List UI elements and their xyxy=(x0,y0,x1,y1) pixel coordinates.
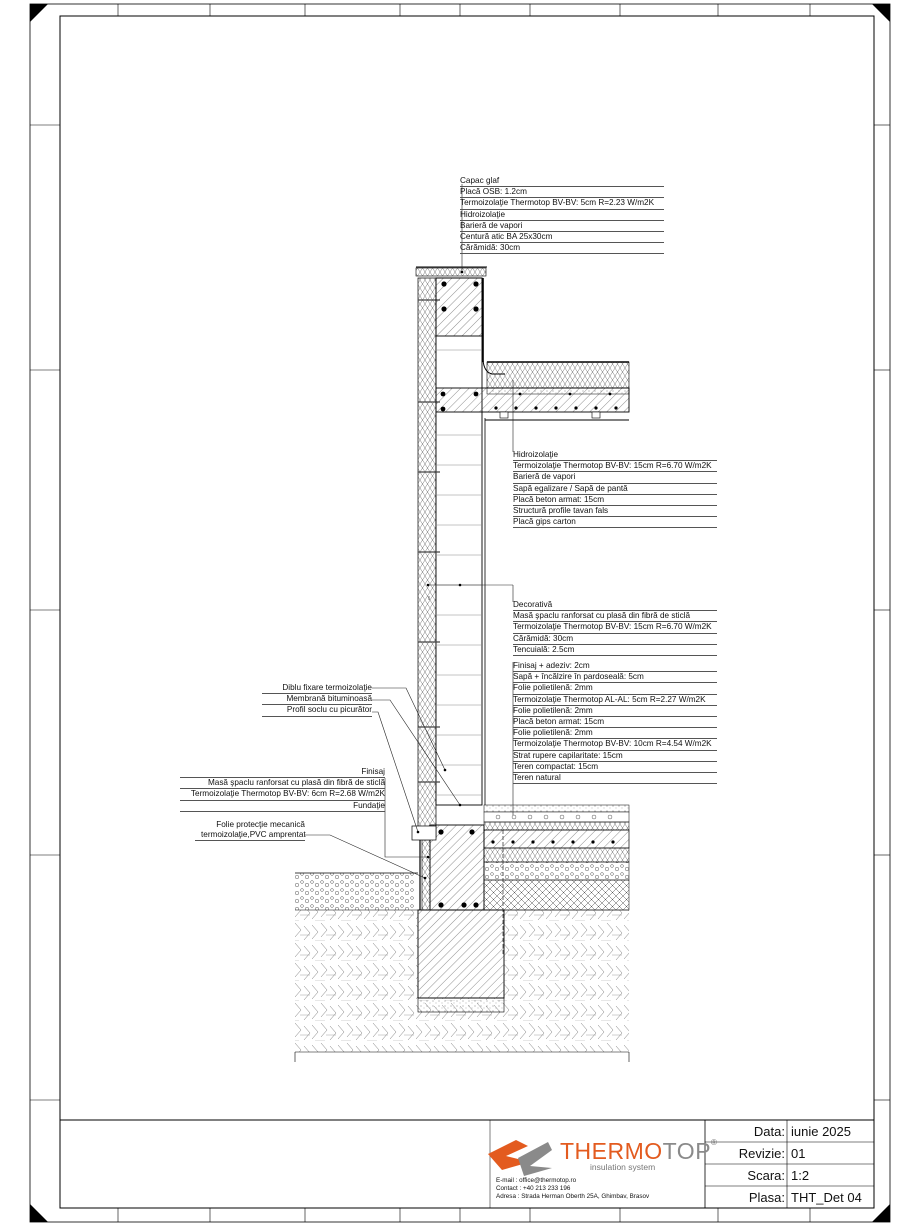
label-parapet-7: Cărămidă: 30cm xyxy=(460,243,664,254)
label-group-socle xyxy=(262,683,372,717)
label-group-plinth xyxy=(180,767,385,812)
contact-email: E-mail : office@thermotop.ro xyxy=(496,1177,577,1184)
capillary-break xyxy=(484,862,629,880)
under-slab-insulation xyxy=(484,848,629,862)
contact-address: Adresa : Strada Herman Oberth 25A, Ghimbav, Brasov xyxy=(496,1193,650,1200)
label-group-floor xyxy=(513,661,717,784)
label-wall-2: Masă şpaclu ranforsat cu plasă din fibră de sticlă xyxy=(513,611,717,622)
socle-profile xyxy=(412,826,436,840)
floor-finish xyxy=(484,805,629,812)
foundation-wall xyxy=(430,825,484,910)
label-wall-4: Cărămidă: 30cm xyxy=(513,634,717,645)
label-floor-10: Teren compactat: 15cm xyxy=(513,762,717,773)
label-plinth-2: Masă şpaclu ranforsat cu plasă din fibră de sticlă xyxy=(180,778,385,789)
brick-wall xyxy=(436,278,482,805)
sheet-value: THT_Det 04 xyxy=(791,1190,862,1205)
exterior-gravel xyxy=(295,873,415,910)
label-parapet-1: Capac glaf xyxy=(460,176,664,187)
roof-slab xyxy=(436,388,629,412)
scale-label: Scara: xyxy=(747,1168,785,1183)
label-group-parapet xyxy=(460,176,664,254)
label-floor-9: Strat rupere capilaritate: 15cm xyxy=(513,751,717,762)
label-roof-1: Hidroizolaţie xyxy=(513,450,717,461)
sheet-label: Plasa: xyxy=(748,1190,785,1205)
company-tagline: insulation system xyxy=(590,1162,656,1172)
socle-insulation xyxy=(422,840,430,910)
wall-insulation xyxy=(418,278,436,838)
company-contact xyxy=(496,1177,649,1201)
label-group-protection xyxy=(195,820,305,841)
label-floor-5: Folie polietilenă: 2mm xyxy=(513,706,717,717)
label-wall-5: Tencuială: 2.5cm xyxy=(513,645,717,656)
compacted-soil xyxy=(484,880,629,910)
label-group-roof xyxy=(513,450,717,528)
label-roof-5: Placă beton armat: 15cm xyxy=(513,495,717,506)
label-floor-1: Finisaj + adeziv: 2cm xyxy=(513,661,717,672)
floor-slab xyxy=(484,830,629,848)
registered-mark: ® xyxy=(711,1138,718,1147)
label-plinth-1: Finisaj xyxy=(180,767,385,778)
label-socle-3: Profil soclu cu picurător xyxy=(262,705,372,716)
label-roof-6: Structură profile tavan fals xyxy=(513,506,717,517)
label-floor-4: Termoizolaţie Thermotop AL-AL: 5cm R=2.27 W/m2K xyxy=(513,695,717,706)
corner-mark-tl xyxy=(30,4,48,22)
floor-insulation-al xyxy=(484,822,629,830)
screed-heating xyxy=(484,812,629,822)
label-protection-1: Folie protecţie mecanică xyxy=(216,820,305,829)
label-roof-2: Termoizolaţie Thermotop BV-BV: 15cm R=6.70 W/m2K xyxy=(513,461,717,472)
label-wall-3: Termoizolaţie Thermotop BV-BV: 15cm R=6.70 W/m2K xyxy=(513,622,717,633)
contact-phone: Contact : +40 213 233 196 xyxy=(496,1185,571,1192)
label-wall-1: Decorativă xyxy=(513,600,717,611)
corner-mark-bl xyxy=(30,1204,48,1222)
corner-mark-br xyxy=(872,1204,890,1222)
label-plinth-4: Fundaţie xyxy=(180,801,385,812)
label-roof-4: Sapă egalizare / Sapă de pantă xyxy=(513,484,717,495)
revision-value: 01 xyxy=(791,1146,806,1161)
roof-insulation xyxy=(487,362,629,388)
label-roof-7: Placă gips carton xyxy=(513,517,717,528)
label-parapet-5: Barieră de vapori xyxy=(460,221,664,232)
label-floor-3: Folie polietilenă: 2mm xyxy=(513,683,717,694)
label-plinth-3: Termoizolaţie Thermotop BV-BV: 6cm R=2.68 W/m2K xyxy=(180,789,385,800)
label-parapet-3: Termoizolaţie Thermotop BV-BV: 5cm R=2.23 W/m2K xyxy=(460,198,664,209)
label-socle-2: Membrană bituminoasă xyxy=(262,694,372,705)
brand-name-part1: THERMO xyxy=(560,1138,663,1164)
corner-mark-tr xyxy=(872,4,890,22)
brand-name-part2: TOP xyxy=(662,1138,712,1164)
date-value: iunie 2025 xyxy=(791,1124,851,1139)
label-group-wall xyxy=(513,600,717,656)
parapet-cap-insulation xyxy=(416,268,486,276)
scale-value: 1:2 xyxy=(791,1168,810,1183)
label-floor-6: Placă beton armat: 15cm xyxy=(513,717,717,728)
label-floor-2: Sapă + încălzire în pardoseală: 5cm xyxy=(513,672,717,683)
label-roof-3: Barieră de vapori xyxy=(513,472,717,483)
lean-concrete xyxy=(418,998,504,1012)
date-label: Data: xyxy=(753,1124,785,1139)
company-brand xyxy=(560,1138,717,1165)
label-floor-11: Teren natural xyxy=(513,773,717,784)
revision-label: Revizie: xyxy=(738,1146,785,1161)
label-floor-7: Folie polietilenă: 2mm xyxy=(513,728,717,739)
label-floor-8: Termoizolaţie Thermotop BV-BV: 10cm R=4.54 W/m2K xyxy=(513,739,717,750)
label-parapet-6: Centură atic BA 25x30cm xyxy=(460,232,664,243)
label-parapet-4: Hidroizolaţie xyxy=(460,210,664,221)
label-protection-2: termoizolaţie,PVC amprentat xyxy=(195,830,305,841)
label-parapet-2: Placă OSB: 1.2cm xyxy=(460,187,664,198)
thermotop-logo-icon xyxy=(488,1140,552,1176)
label-socle-1: Diblu fixare termoizolaţie xyxy=(262,683,372,694)
